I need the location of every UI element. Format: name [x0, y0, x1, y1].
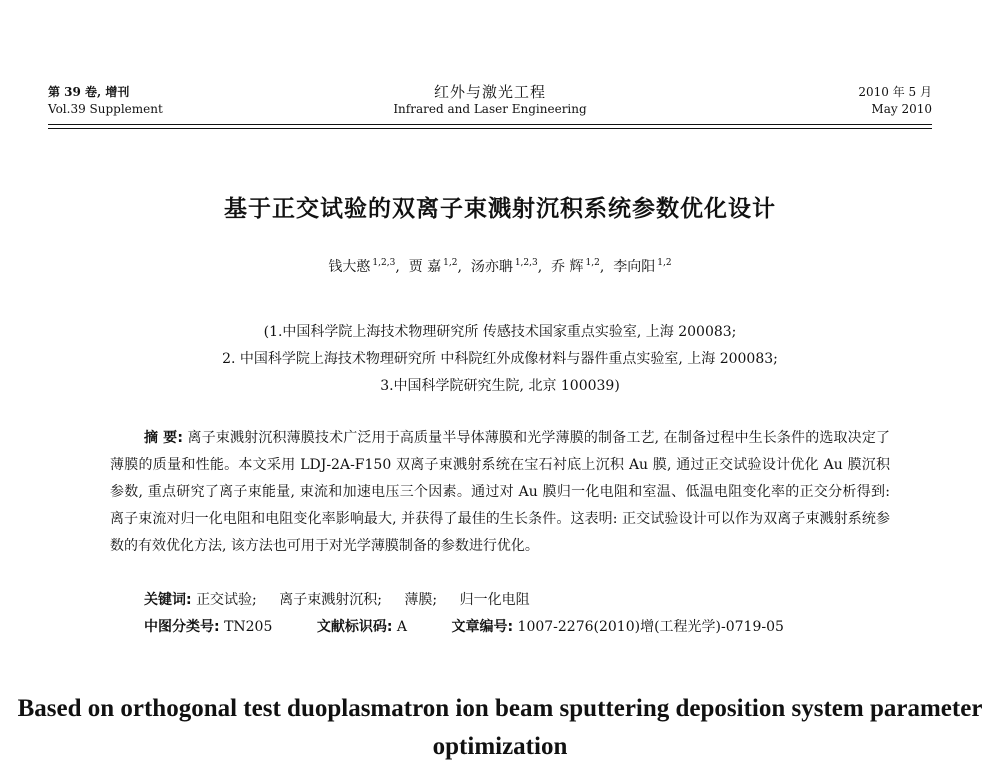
author-list: 钱大憨 $^{1,2,3}$, 贾 嘉 $^{1,2}$, 汤亦聃 $^{1,2,3}$, 乔 辉 $^{1,2}$, 李向阳 $^{1,2}$ — [328, 258, 672, 275]
volume-cn: 第 39 卷, 增刊 — [48, 85, 130, 99]
journal-name — [48, 84, 932, 118]
journal-name-en: Infrared and Laser Engineering — [393, 102, 587, 116]
author: 贾 嘉 $^{1,2}$ — [408, 258, 458, 275]
keyword: 离子束溅射沉积; — [279, 592, 382, 608]
abstract-label: 摘 要: — [144, 430, 183, 446]
issue-date — [858, 84, 932, 118]
abstract — [110, 425, 890, 560]
affiliations — [0, 319, 1000, 400]
running-header — [48, 84, 932, 126]
affiliation-line: 2. 中国科学院上海技术物理研究所 中科院红外成像材料与器件重点实验室, 上海 200083; — [222, 351, 778, 367]
author: 乔 辉 $^{1,2}$ — [551, 258, 600, 275]
author: 汤亦聃 $^{1,2,3}$ — [470, 258, 538, 275]
paper-title-en: Based on orthogonal test duoplasmatron ion beam sputtering deposition system parameter optimization — [17, 695, 983, 760]
affiliation-line: 3.中国科学院研究生院, 北京 100039) — [380, 378, 620, 394]
affiliation-line: (1.中国科学院上海技术物理研究所 传感技术国家重点实验室, 上海 200083; — [263, 324, 737, 340]
clc-number: 中图分类号: TN205 — [144, 619, 273, 635]
author: 钱大憨 $^{1,2,3}$ — [328, 258, 396, 275]
article-number: 文章编号: 1007-2276(2010)增(工程光学)-0719-05 — [451, 619, 784, 635]
paper-title-cn: 基于正交试验的双离子束溅射沉积系统参数优化设计 — [224, 196, 776, 222]
journal-name-cn: 红外与激光工程 — [433, 83, 546, 101]
keyword: 薄膜; — [404, 592, 438, 608]
author: 李向阳 $^{1,2}$ — [613, 258, 672, 275]
keywords — [144, 587, 884, 614]
volume-en: Vol.39 Supplement — [48, 102, 163, 116]
keyword: 归一化电阻 — [459, 592, 530, 608]
issue-date-en: May 2010 — [871, 102, 932, 116]
header-rule-thin — [48, 128, 932, 129]
header-rule-thick — [48, 124, 932, 125]
issue-date-cn: 2010 年 5 月 — [858, 85, 932, 99]
classification-line — [144, 614, 884, 641]
keyword: 正交试验; — [196, 592, 257, 608]
keywords-label: 关键词: — [144, 592, 192, 608]
document-code: 文献标识码: A — [316, 619, 408, 635]
abstract-text: 离子束溅射沉积薄膜技术广泛用于高质量半导体薄膜和光学薄膜的制备工艺, 在制备过程中生长条件的选取决定了薄膜的质量和性能。本文采用 LDJ-2A-F150 双离子束溅射系统在宝石衬底上沉积 Au 膜, 通过正交试验设计优化 Au 膜沉积参数, 重点研究了离子束能量, 束流和加速电压三个因素。通过对 Au 膜归一化电阻和室温、低温电阻变化率的正交分析得到: 离子束流对归一化电阻和电阻变化率影响最大, 并获得了最佳的生长条件。这表明: 正交试验设计可以作为双离子束溅射系统参数的有效优化方法, 该方法也可用于对光学薄膜制备的参数进行优化。 — [110, 430, 890, 554]
